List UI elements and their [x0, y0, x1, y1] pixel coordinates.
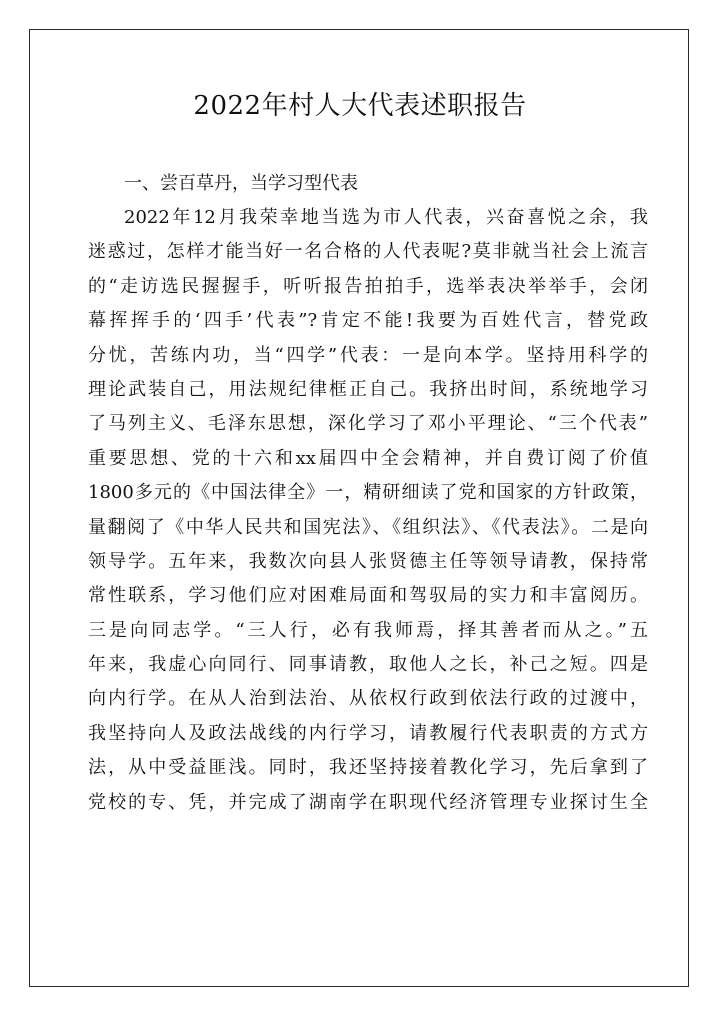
- body-line: 我坚持向人及政法战线的内行学习，请教履行代表职责的方式方: [88, 722, 648, 744]
- body-line: 了马列主义、毛泽东思想，深化学习了邓小平理论、“三个代表”: [88, 413, 648, 435]
- body-line: 量翻阅了《中华人民共和国宪法》、《组织法》、《代表法》。二是向: [88, 516, 648, 538]
- body-paragraph: [88, 201, 648, 820]
- body-line: 三是向同志学。“三人行，必有我师焉，择其善者而从之。”五: [88, 619, 648, 641]
- body-line: 向内行学。在从人治到法治、从依权行政到依法行政的过渡中，: [88, 688, 648, 710]
- body-line: 法，从中受益匪浅。同时，我还坚持接着教化学习，先后拿到了: [88, 757, 648, 779]
- body-line: 党校的专、凭，并完成了湖南学在职现代经济管理专业探讨生全: [88, 791, 648, 813]
- body-line: 1800多元的《中国法律全》一，精研细读了党和国家的方针政策，: [88, 482, 648, 504]
- document-title: 2022年村人大代表述职报告: [193, 91, 527, 121]
- body-line: 重要思想、党的十六和xx届四中全会精神，并自费订阅了价值: [88, 447, 648, 469]
- body-line: 年来，我虚心向同行、同事请教，取他人之长，补己之短。四是: [88, 654, 648, 676]
- body-line: 的“走访选民握握手，听听报告拍拍手，选举表决举举手，会闭: [88, 275, 648, 297]
- body-line: 领导学。五年来，我数次向县人张贤德主任等领导请教，保持常: [88, 550, 648, 572]
- body-line: 2022年12月我荣幸地当选为市人代表，兴奋喜悦之余，我: [124, 207, 648, 228]
- body-line: 分忧，苦练内功，当“四学”代表：一是向本学。坚持用科学的: [88, 344, 648, 366]
- body-line: 迷惑过，怎样才能当好一名合格的人代表呢?莫非就当社会上流言: [88, 241, 648, 263]
- section-heading: 一、尝百草丹，当学习型代表: [124, 173, 358, 194]
- body-line: 常性联系，学习他们应对困难局面和驾驭局的实力和丰富阅历。: [88, 585, 648, 607]
- body-line: 幕挥挥手的‘四手’代表”?肯定不能!我要为百姓代言，替党政: [88, 310, 648, 332]
- body-line: 理论武装自己，用法规纪律框正自己。我挤出时间，系统地学习: [88, 378, 648, 400]
